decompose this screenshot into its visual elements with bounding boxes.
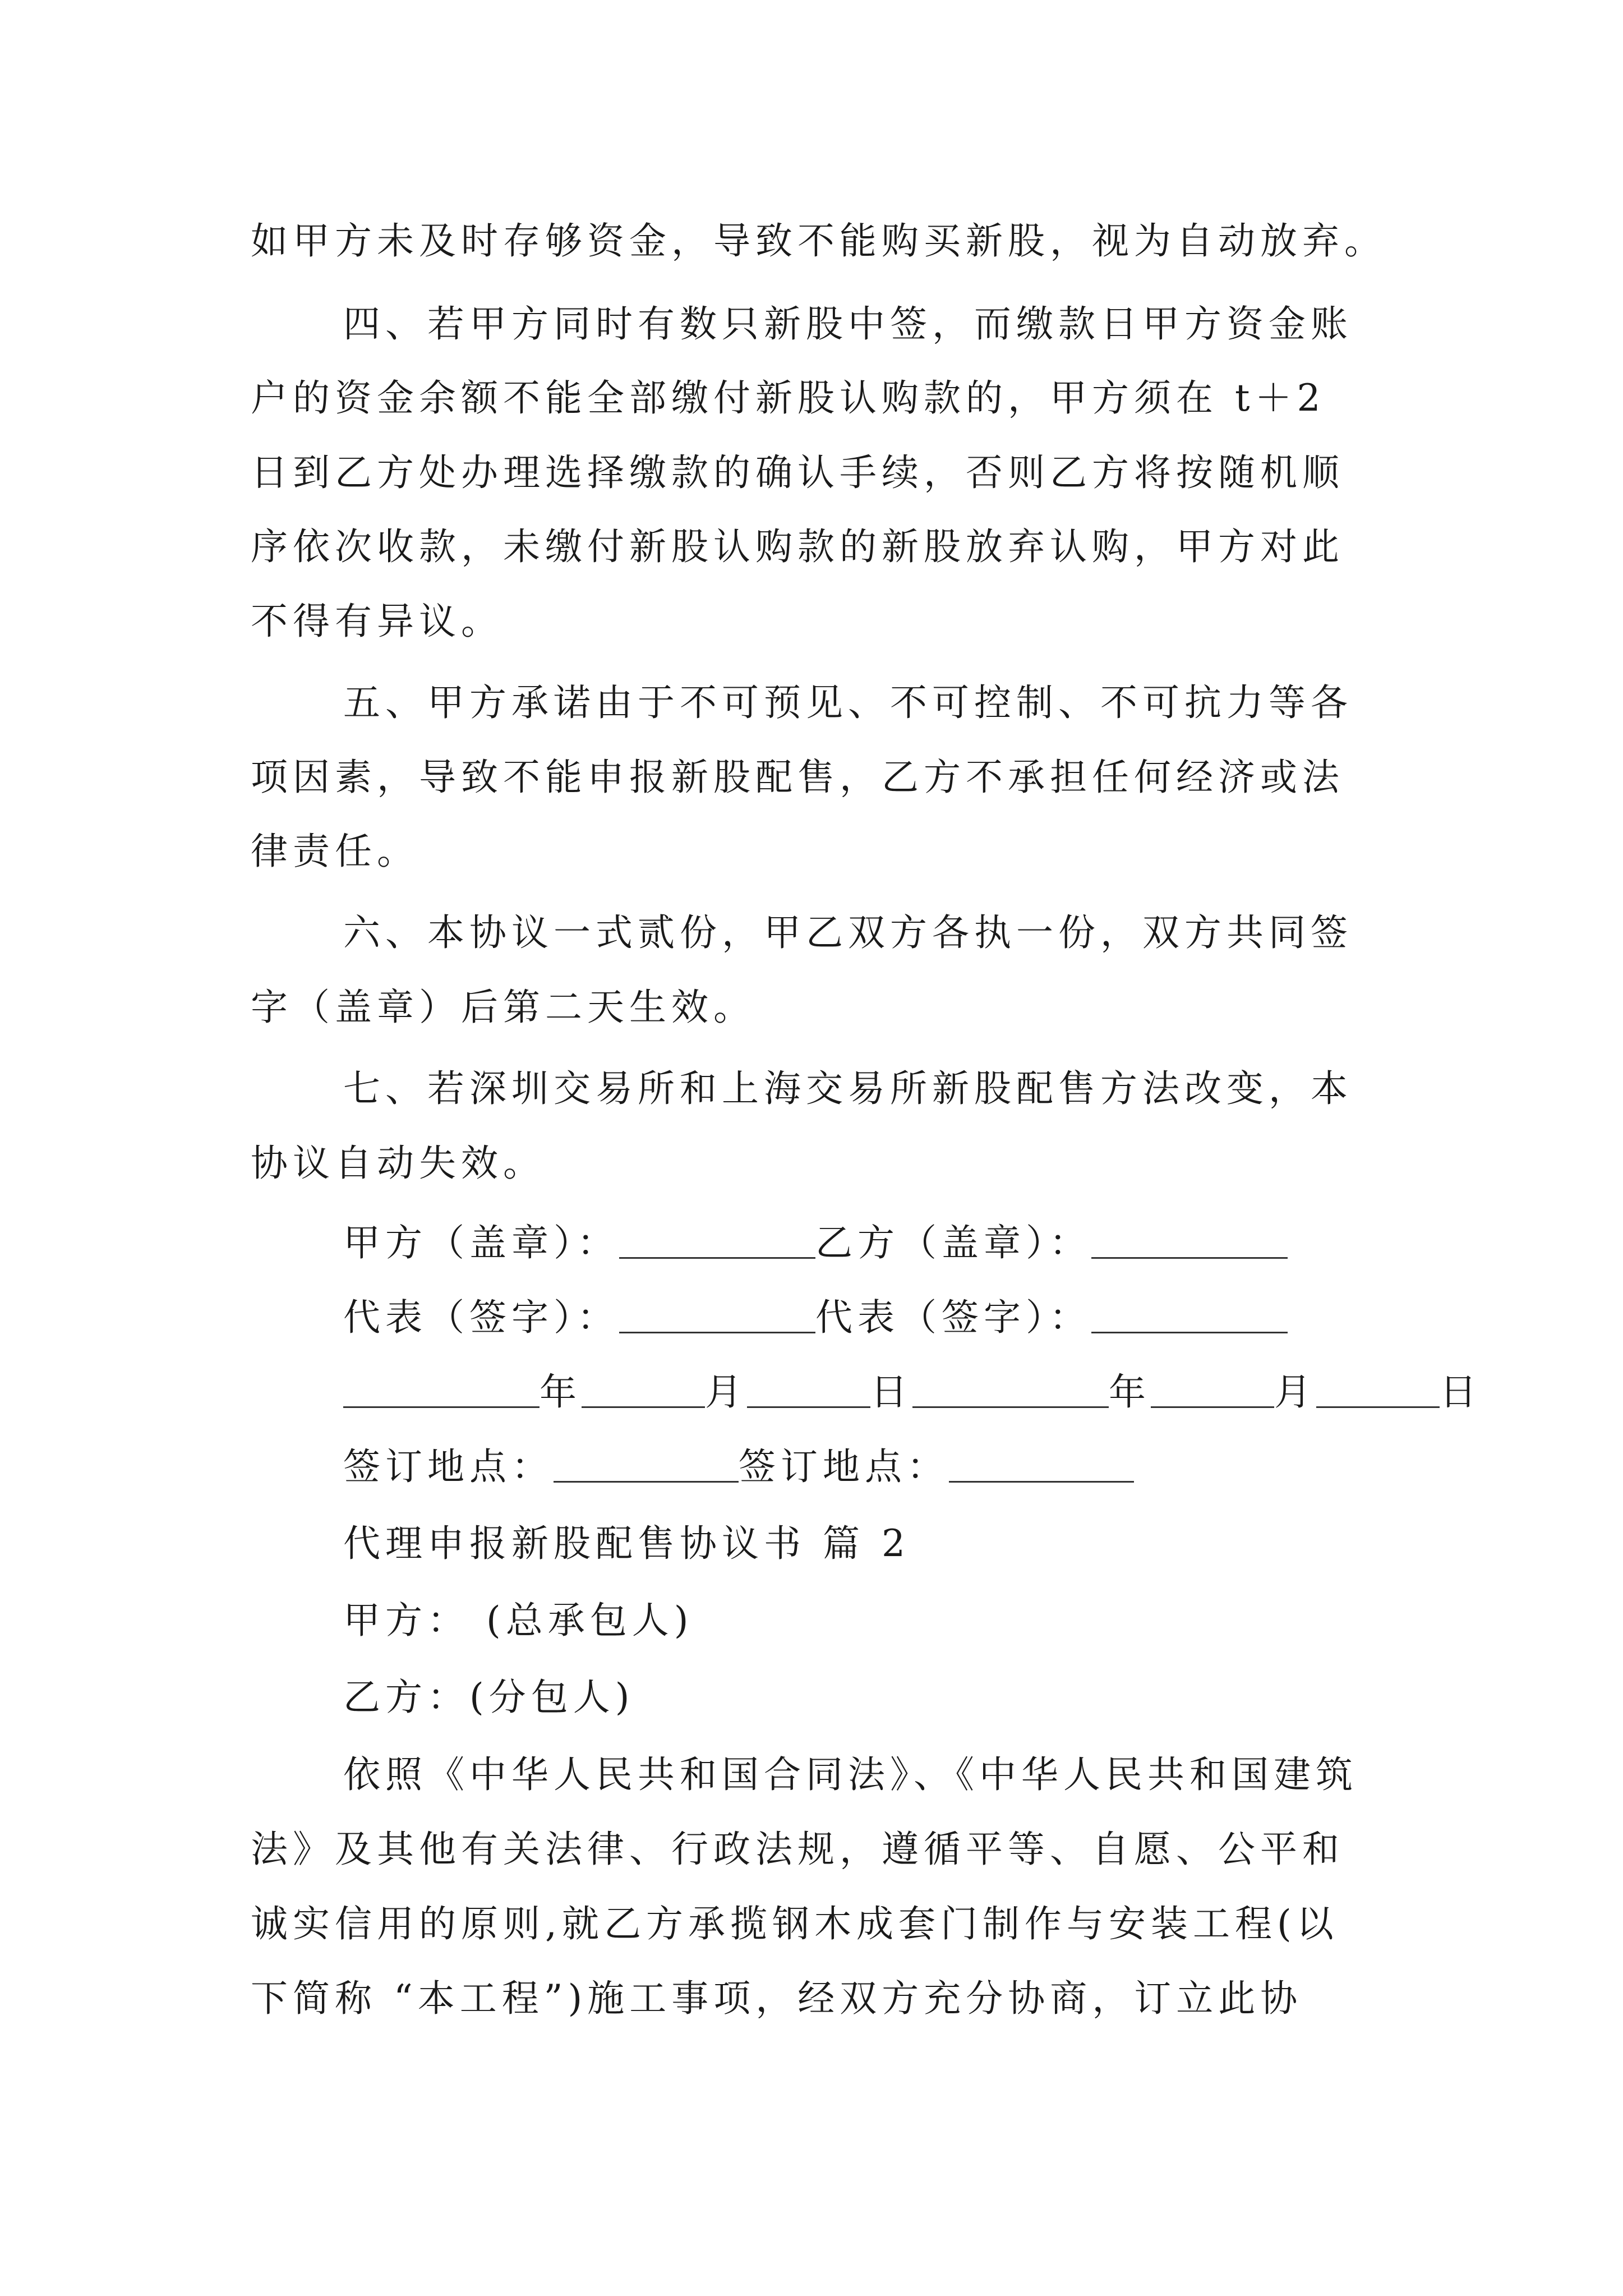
date-line — [343, 1370, 1482, 1414]
rep-a-blank — [619, 1329, 815, 1333]
party-b-seal-label: 乙方（盖章）： — [815, 1221, 1091, 1264]
place-a-blank — [554, 1479, 739, 1483]
representative-line — [343, 1296, 1288, 1339]
paragraph-line: 律责任。 — [251, 830, 419, 873]
month-label: 月 — [705, 1370, 747, 1414]
day-label-b: 日 — [1440, 1370, 1482, 1414]
paragraph-line: 户的资金余额不能全部缴付新股认购款的，甲方须在 t＋2 — [251, 376, 1326, 420]
paragraph-line: 依照《中华人民共和国合同法》、《中华人民共和国建筑 — [343, 1753, 1358, 1796]
year-blank — [343, 1404, 540, 1408]
party-b-line: 乙方：(分包人) — [343, 1676, 635, 1719]
paragraph-line: 诚实信用的原则,就乙方承揽钢木成套门制作与安装工程(以 — [251, 1902, 1339, 1945]
party-a-seal-blank — [619, 1255, 815, 1259]
paragraph-line: 四、若甲方同时有数只新股中签，而缴款日甲方资金账 — [343, 302, 1353, 346]
year-blank-b — [912, 1404, 1109, 1408]
seal-line — [343, 1221, 1288, 1264]
place-line — [343, 1445, 1134, 1488]
section-title: 代理申报新股配售协议书 篇 2 — [343, 1522, 910, 1565]
day-blank-b — [1316, 1404, 1440, 1408]
place-b-blank — [949, 1479, 1134, 1483]
party-a-line: 甲方： (总承包人) — [343, 1599, 694, 1642]
day-label: 日 — [870, 1370, 912, 1414]
paragraph-line: 法》及其他有关法律、行政法规，遵循平等、自愿、公平和 — [251, 1828, 1344, 1871]
paragraph-line: 日到乙方处办理选择缴款的确认手续，否则乙方将按随机顺 — [251, 451, 1344, 494]
party-b-seal-blank — [1091, 1255, 1288, 1259]
paragraph-line: 项因素，导致不能申报新股配售，乙方不承担任何经济或法 — [251, 756, 1344, 799]
year-label-b: 年 — [1109, 1370, 1151, 1414]
day-blank — [747, 1404, 870, 1408]
paragraph-line: 序依次收款，未缴付新股认购款的新股放弃认购，甲方对此 — [251, 525, 1344, 568]
place-a-label: 签订地点： — [343, 1445, 554, 1488]
paragraph-line: 七、若深圳交易所和上海交易所新股配售方法改变，本 — [343, 1067, 1353, 1110]
paragraph-line: 六、本协议一式贰份，甲乙双方各执一份，双方共同签 — [343, 911, 1353, 954]
year-label: 年 — [540, 1370, 582, 1414]
month-blank — [582, 1404, 705, 1408]
place-b-label: 签订地点： — [739, 1445, 949, 1488]
paragraph-line: 协议自动失效。 — [251, 1142, 545, 1185]
month-blank-b — [1151, 1404, 1274, 1408]
paragraph-line: 字（盖章）后第二天生效。 — [251, 986, 755, 1029]
rep-b-blank — [1091, 1329, 1288, 1333]
paragraph-line: 不得有异议。 — [251, 600, 503, 643]
paragraph-line: 下简称 “本工程”)施工事项，经双方充分协商，订立此协 — [251, 1977, 1303, 2020]
paragraph-line: 五、甲方承诺由于不可预见、不可控制、不可抗力等各 — [343, 681, 1353, 724]
month-label-b: 月 — [1274, 1370, 1316, 1414]
paragraph-line: 如甲方未及时存够资金，导致不能购买新股，视为自动放弃。 — [251, 219, 1386, 263]
rep-b-label: 代表（签字）： — [815, 1296, 1091, 1339]
party-a-seal-label: 甲方（盖章）： — [343, 1221, 619, 1264]
rep-a-label: 代表（签字）： — [343, 1296, 619, 1339]
